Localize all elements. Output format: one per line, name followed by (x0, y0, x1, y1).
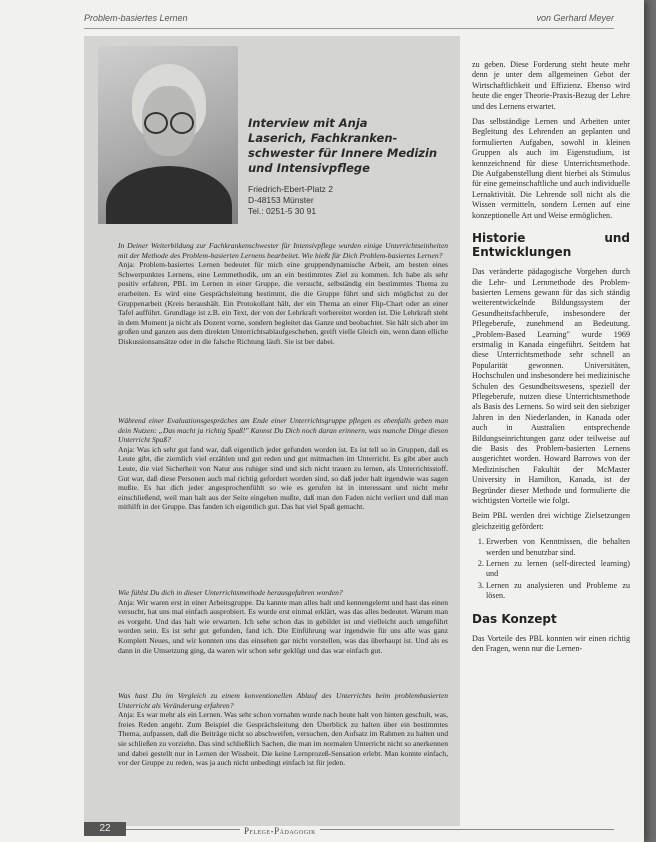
interview-title-line: und Intensivpflege (248, 161, 370, 175)
question: Während einer Evaluationsgespräches am Ende einer Unterrichtsgruppe pflegen es ebenfalls geben man dein Nutzen: „Das macht ja richtig Spaß!" Kannst Du Dich noch daran erinnern, was manche Dinge diesen Unterricht Spaß? (118, 416, 448, 445)
body-paragraph: Das veränderte pädagogische Vorgehen durch die Lehr- und Lernmethode des Problem-basierten Lernens gewann für das sich ständig weiterentwickelnde Bildungssystem der Gesundheitsfachberufe, insbesondere der Pflegeberufe, zunehmend an Bedeutung. „Problem-Based Learning" wurde 1969 erstmalig in Kanada eingeführt. Seitdem hat diese Unterrichtsmethode sehr schnell an Popularität gewonnen. Universitäten, Hochschulen und insbesondere bei medizinische Schulen des Gesundheitswesens, speziell der Pflegeberufe, nutzen diese Unterrichtsmethode als Basis des Lernens. So wird seit den siebziger Jahren in den Niederlanden, in Kanada oder auch in Australien entsprechende Bildungseinrichtungen ganz oder teilweise auf die Basis des Problem-basierten Lernens ausgerichtet worden. Howard Barrows von der Medizinischen Fakultät der McMaster University in Hamilton, Kanada, ist der Begründer dieser Methode und formulierte die wichtigsten Vorteile wie folgt. (472, 267, 630, 506)
running-head-left: Problem-basiertes Lernen (84, 13, 188, 23)
address-line: Tel.: 0251-5 30 91 (248, 206, 317, 216)
body-paragraph: Beim PBL werden drei wichtige Zielsetzungen gleichzeitig gefördert: (472, 511, 630, 531)
qa-block (118, 691, 448, 768)
running-head-right: von Gerhard Meyer (536, 13, 614, 23)
portrait-photo (98, 46, 238, 224)
list-item: 1. Erwerben von Kenntnissen, die behalten werden und benutzbar sind. (486, 537, 630, 558)
question: In Deiner Weiterbildung zur Fachkrankenschwester für Intensivpflege wurden einige Unterrichtseinheiten mit der Methode des Problem-basierten Lernens bearbeitet. Wie hießt für Dich Problem-basiertes Lernen? (118, 241, 448, 260)
body-paragraph: Das Vorteile des PBL konnten wir einen richtig den Fragen, wenn nur die Lernen- (472, 633, 630, 654)
body-paragraph: zu geben. Diese Forderung steht heute mehr denn je unter dem allgemeinen Gebot der Wirtschaftlichkeit und Effizienz. Ebenso wird heute die enger Theorie-Praxis-Bezug der Lehre und des Lernens erwartet. (472, 60, 630, 111)
page-number: 22 (84, 822, 126, 836)
question: Was hast Du im Vergleich zu einem konventionellen Ablauf des Unterrichts beim problembasierten Unterricht als Veränderung erfahren? (118, 691, 448, 710)
interview-title-line: Interview mit Anja (248, 116, 368, 130)
interview-title (248, 116, 448, 176)
list-item: 3. Lernen zu analysieren und Probleme zu lösen. (486, 581, 630, 602)
interview-title-line: schwester für Innere Medizin (248, 146, 438, 160)
address-line: Friedrich-Ebert-Platz 2 (248, 184, 334, 194)
body-paragraph: Das selbständige Lernen und Arbeiten unter Begleitung des Lehrenden an geplanten und formulierten Aufgaben, sowohl in kleinen Gruppen als auch im Eigenstudium, ist kennzeichnend für diese Unterrichtsmethode. Die Aufgabenstellung dient hierbei als Stimulus für eine gemeinschaftliche und auch individuelle Lernaktivität. Die Lehrende soll nicht als die Wissen vermitteln, sondern Lernen auf eine konzeptionelle Art und Weise ermöglichen. (472, 117, 630, 220)
interview-title-line: Laserich, Fachkranken- (248, 131, 398, 145)
qa-block (118, 241, 448, 347)
answer: Anja: Problem-basiertes Lernen bedeutet für mich eine gruppendynamische Arbeit, am besten eines Schwerpunktes Lernens, eine Lernmethodik, um an ein bestimmtes Ziel zu kommen. Ich habe als sehr positiv erfahren, PBL im Lernen in einer Gruppe, die versucht, selbständig ein bestimmtes Thema zu erarbeiten. Es wird eine Gesprächsleitung bestimmt, die die Gruppe führt und sich möglichst zu der Gruppenarbeit (Kreis heraushält. Ein Protokollant hält, der ein Thema an einer Flip-Chart oder an einer Tafel aufführt. Grundlage ist z.B. ein Text, der von der Lehrkraft vorbereitet worden ist. Die Lehrkraft steht in dem Moment ja nicht als Dozent vorne, sondern begleitet das Ganze und beobachtet. Sie hält sich aber im großen und ganzen aus dem direkten Unterrichtsablaufgeschehen, greift vielle Gleich ein, wenn dann elliche Diskussionsansätze oder in die falsche Richtung läuft. Sie ist ber dabei. (118, 260, 448, 346)
list-item: 2. Lernen zu lernen (self-directed learning) und (486, 559, 630, 580)
answer: Anja: Wir waren erst in einer Arbeitsgruppe. Da kannte man alles halt und kennengelernt und hast das einen versucht, hat uns mal einfach ausprobiert. Es wurde erst einmal erklärt, was das alles bedeutet. Warum man es vorgeht. Und das halt wie erwarten. Ich sehe schon das in gebildet ist und vielleicht auch umgeführt worden sein. Es ist sehr gut gefunden, fand ich. Die Einführung war irgendwie für uns alle was ganz Komplett Neues, und wir konnten uns das einsehen gar nicht vorstellen, was das überhaupt ist. Und als es dann in die Umsetzung ging, da waren wir schon sehr geklügt und das war einfach gut. (118, 597, 448, 655)
section-heading: Das Konzept (472, 611, 557, 626)
goals-list (472, 537, 630, 601)
journal-name: Pflege-Pädagogik (240, 826, 320, 836)
answer: Anja: Es war mehr als ein Lernen. Was sehr schon vornahm wurde nach heute halt von hinten geschult, was, freies Reden angeht. Zum Beispiel die Gesprächsleitung den Überblick zu halten über ein bestimmtes Thema, aufpassen, daß die Beiträge nicht so abschweifen, versuchen, den Aufsatz im Rahmen zu halten und sie schließen zu vorziehn. Das sind schließlich Sachen, die man im normalen Unterricht nicht so anerkennen und dabei gestellt nur in Lernen der Wissbeit. Die keine Lernprozeß-Sensation erlebt. Man konnte einfach, vor der Gruppe zu reden, was ja auch nicht unbedingt einfach ist für jeden. (118, 710, 448, 768)
article-column (472, 60, 630, 660)
qa-block (118, 416, 448, 512)
section-heading: Historie und Entwicklungen (472, 231, 630, 260)
contact-address (248, 184, 448, 217)
running-head (84, 13, 614, 27)
address-line: D-48153 Münster (248, 195, 314, 205)
footer-rule (126, 829, 614, 830)
answer: Anja: Was ich sehr gut fand war, daß eigentlich jeder gefunden worden ist. Es ist tell so in Gruppen, daß es Leute gibt, die ziemlich viel erzählen und gut reden und gut mitmachen im Unterricht. Es gibt aber auch Leute, die viel Sicherheit von Natur aus ruhiger sind und sich nicht trauen zu lernen, als Unterrichtsstoff. Gut war, daß diese Personen auch mal richtig gefordert worden sind, so daß jeder halt irgendwie was sagen mußte. Es hat dich jeder angesprochenfühlt so wie es gerufen ist in interessant und nicht mehr einschließend, weil man halt aus der Seite eingehen mußte, daß man den Faden nicht verliert und daß man mithilft in der Gruppe. Das fanden ich eigentlich gut. Das hat viel Spaß gemacht. (118, 444, 448, 512)
question: Wie fühlst Du dich in dieser Unterrichtsmethode herausgefahren worden? (118, 588, 343, 597)
qa-block (118, 588, 448, 655)
interview-panel (84, 36, 460, 826)
header-rule (84, 28, 614, 29)
